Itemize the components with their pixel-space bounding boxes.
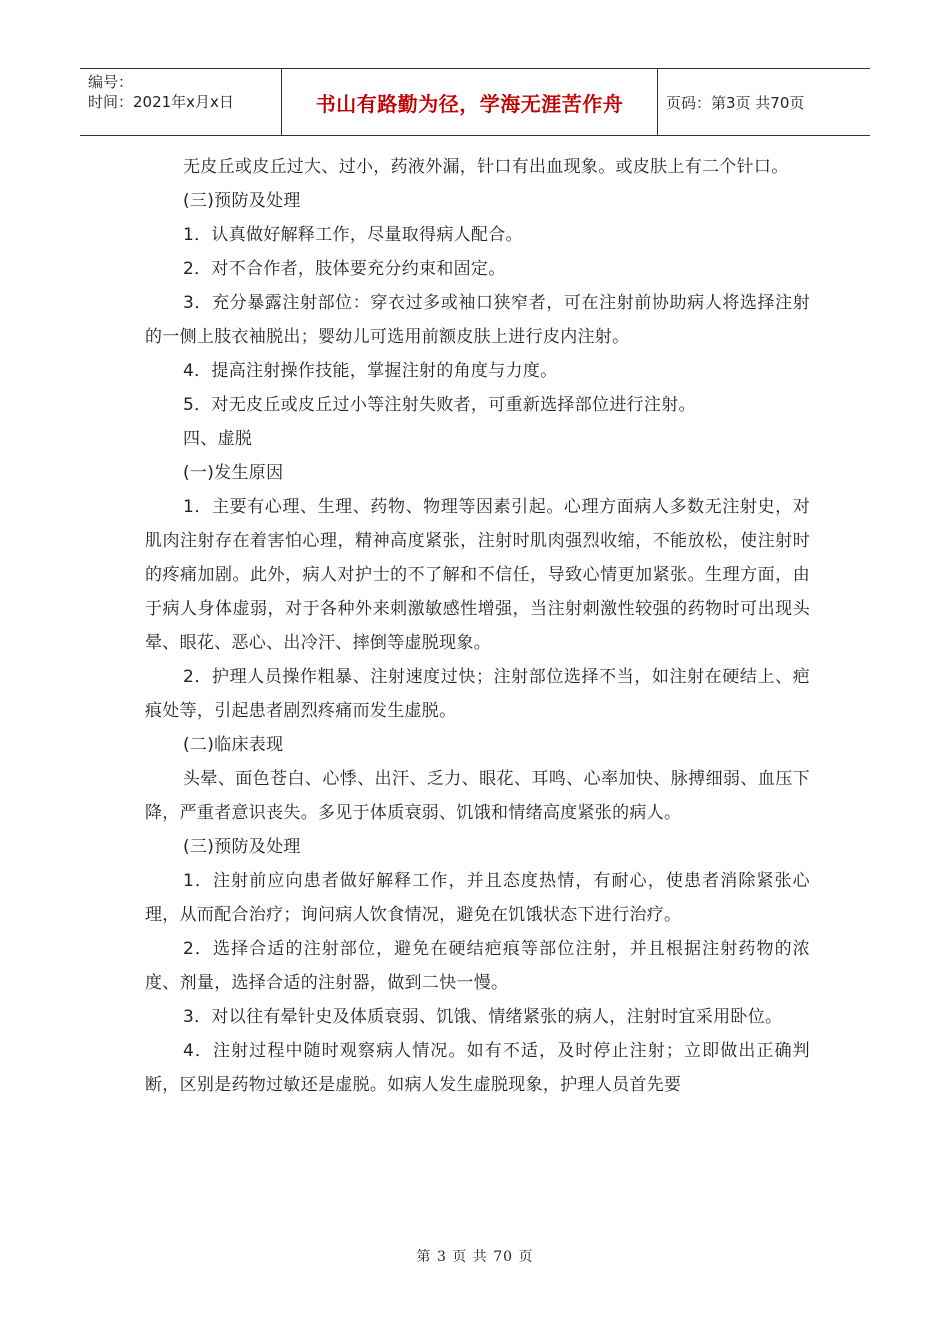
list-item: 1．认真做好解释工作，尽量取得病人配合。 xyxy=(183,225,523,245)
header-info-cell xyxy=(80,69,282,135)
motto-text: 书山有路勤为径，学海无涯苦作舟 xyxy=(315,91,624,116)
header-motto-cell xyxy=(282,69,658,135)
section-heading: (三)预防及处理 xyxy=(183,837,301,857)
section-heading: (二)临床表现 xyxy=(183,735,284,755)
list-item: 4．注射过程中随时观察病人情况。如有不适，及时停止注射；立即做出正确判断，区别是药物过敏还是虚脱。如病人发生虚脱现象，护理人员首先要 xyxy=(145,1041,810,1095)
section-heading: (一)发生原因 xyxy=(183,463,284,483)
list-item: 4．提高注射操作技能，掌握注射的角度与力度。 xyxy=(183,361,558,381)
page-label: 页码：第3页 共70页 xyxy=(666,93,805,112)
list-item: 2．对不合作者，肢体要充分约束和固定。 xyxy=(183,259,506,279)
header-page-cell xyxy=(658,69,870,135)
code-label: 编号： xyxy=(88,73,134,91)
list-item: 3．对以往有晕针史及体质衰弱、饥饿、情绪紧张的病人，注射时宜采用卧位。 xyxy=(183,1007,783,1027)
list-item: 1．注射前应向患者做好解释工作，并且态度热情，有耐心，使患者消除紧张心理，从而配合治疗；询问病人饮食情况，避免在饥饿状态下进行治疗。 xyxy=(145,871,810,925)
paragraph: 头晕、面色苍白、心悸、出汗、乏力、眼花、耳鸣、心率加快、脉搏细弱、血压下降，严重者意识丧失。多见于体质衰弱、饥饿和情绪高度紧张的病人。 xyxy=(145,769,810,823)
list-item: 1．主要有心理、生理、药物、物理等因素引起。心理方面病人多数无注射史，对肌肉注射存在着害怕心理，精神高度紧张，注射时肌肉强烈收缩，不能放松，使注射时的疼痛加剧。此外，病人对护士的不了解和不信任，导致心情更加紧张。生理方面，由于病人身体虚弱，对于各种外来刺激敏感性增强，当注射刺激性较强的药物时可出现头晕、眼花、恶心、出冷汗、摔倒等虚脱现象。 xyxy=(145,497,810,653)
list-item: 5．对无皮丘或皮丘过小等注射失败者，可重新选择部位进行注射。 xyxy=(183,395,696,415)
document-body xyxy=(145,150,810,1102)
section-heading: (三)预防及处理 xyxy=(183,191,301,211)
page-footer xyxy=(0,1246,950,1266)
paragraph: 无皮丘或皮丘过大、过小，药液外漏，针口有出血现象。或皮肤上有二个针口。 xyxy=(183,157,789,177)
list-item: 3．充分暴露注射部位：穿衣过多或袖口狭窄者，可在注射前协助病人将选择注射的一侧上肢衣袖脱出；婴幼儿可选用前额皮肤上进行皮内注射。 xyxy=(145,293,810,347)
list-item: 2．护理人员操作粗暴、注射速度过快；注射部位选择不当，如注射在硬结上、疤痕处等，引起患者剧烈疼痛而发生虚脱。 xyxy=(145,667,810,721)
footer-page-number: 第 3 页 共 70 页 xyxy=(416,1249,534,1265)
list-item: 2．选择合适的注射部位，避免在硬结疤痕等部位注射，并且根据注射药物的浓度、剂量，选择合适的注射器，做到二快一慢。 xyxy=(145,939,810,993)
chapter-heading: 四、虚脱 xyxy=(183,429,253,449)
date-text: 时间：2021年x月x日 xyxy=(88,93,234,111)
document-header xyxy=(80,68,870,136)
